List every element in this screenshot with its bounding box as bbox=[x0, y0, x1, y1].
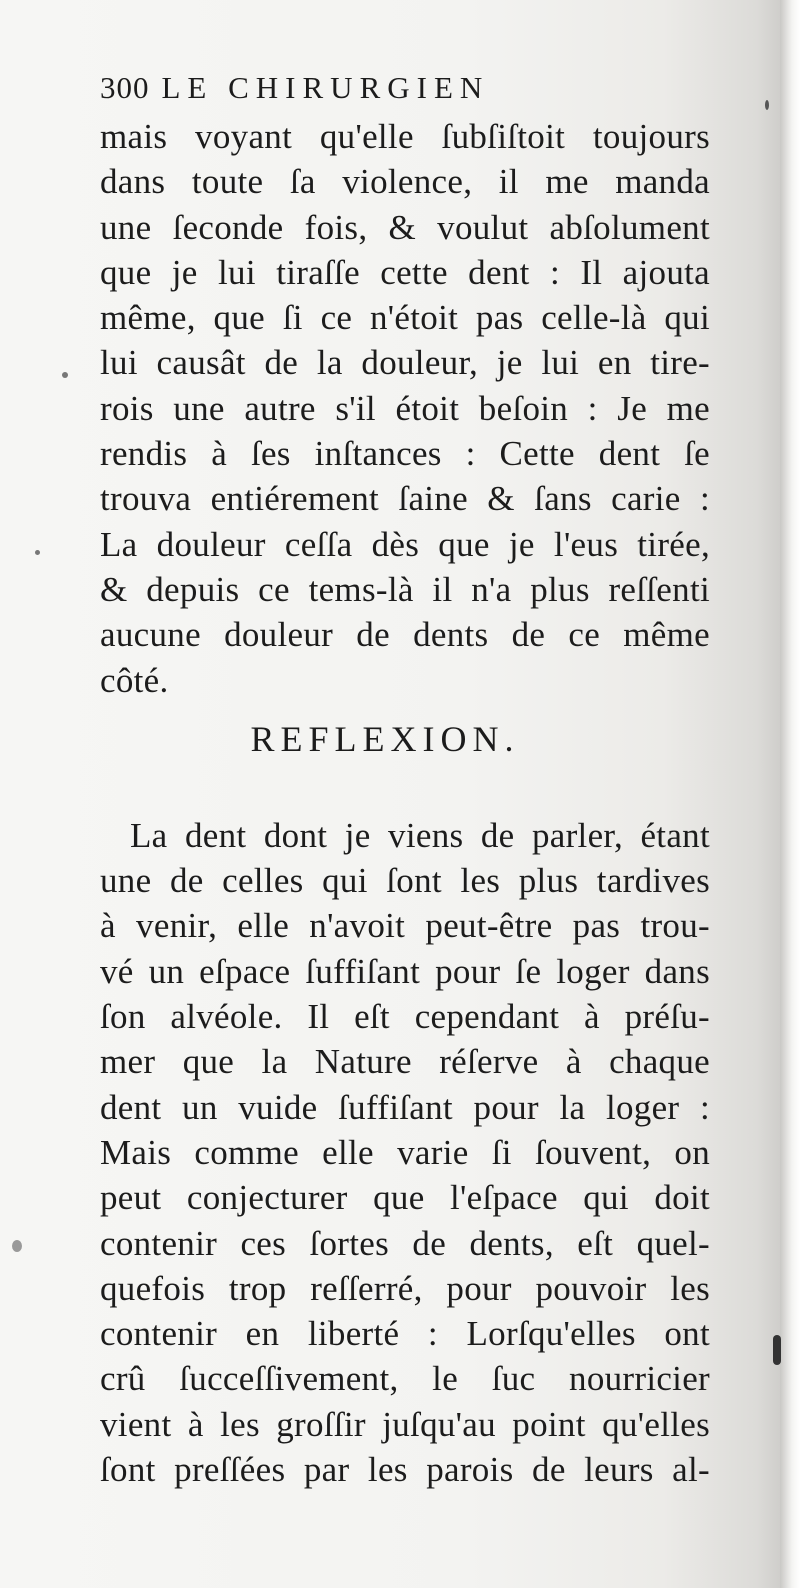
text-line: quefois trop reſſerré, pour pouvoir les bbox=[100, 1268, 710, 1308]
text-line: La douleur ceſſa dès que je l'eus tirée, bbox=[100, 524, 710, 564]
running-title: LE CHIRURGIEN bbox=[161, 70, 490, 105]
text-line: vient à les groſſir juſqu'au point qu'elles bbox=[100, 1404, 710, 1444]
section-heading: REFLEXION. bbox=[250, 718, 520, 759]
paragraph-continued bbox=[100, 114, 710, 703]
text-line: que je lui tiraſſe cette dent : Il ajouta bbox=[100, 252, 710, 292]
text-line: même, que ſi ce n'étoit pas celle-là qui bbox=[100, 298, 710, 338]
page-edge-shadow bbox=[780, 0, 800, 1588]
heading-spacer bbox=[100, 775, 710, 813]
running-head bbox=[100, 62, 710, 114]
paragraph-reflexion bbox=[100, 813, 710, 1492]
text-line: ſont preſſées par les parois de leurs al- bbox=[100, 1450, 710, 1490]
text-line: contenir en liberté : Lorſqu'elles ont bbox=[100, 1314, 710, 1354]
text-line: & depuis ce tems-là il n'a plus reſſenti bbox=[100, 569, 710, 609]
text-line: vé un eſpace ſuffiſant pour ſe loger dans bbox=[100, 951, 710, 991]
text-line: dans toute ſa violence, il me manda bbox=[100, 162, 710, 202]
ink-speck bbox=[773, 1335, 781, 1365]
text-line: aucune douleur de dents de ce même bbox=[100, 615, 710, 655]
text-line: rendis à ſes inſtances : Cette dent ſe bbox=[100, 434, 710, 474]
text-line: rois une autre s'il étoit beſoin : Je me bbox=[100, 388, 710, 428]
ink-speck bbox=[35, 550, 40, 555]
text-line: à venir, elle n'avoit peut-être pas trou- bbox=[100, 906, 710, 946]
text-line: dent un vuide ſuffiſant pour la loger : bbox=[100, 1087, 710, 1127]
ink-speck bbox=[12, 1240, 22, 1252]
text-line: côté. bbox=[100, 660, 169, 700]
text-line: mer que la Nature réſerve à chaque bbox=[100, 1042, 710, 1082]
text-line: mais voyant qu'elle ſubſiſtoit toujours bbox=[100, 117, 710, 156]
page-text bbox=[100, 62, 710, 1492]
text-line: La dent dont je viens de parler, étant bbox=[130, 815, 710, 855]
page-number: 300 bbox=[100, 70, 150, 105]
text-line: lui causât de la douleur, je lui en tire- bbox=[100, 343, 710, 383]
text-line: ſon alvéole. Il eſt cependant à préſu- bbox=[100, 997, 710, 1037]
text-line: peut conjecturer que l'eſpace qui doit bbox=[100, 1178, 710, 1218]
text-line: Mais comme elle varie ſi ſouvent, on bbox=[100, 1132, 710, 1172]
text-line: contenir ces ſortes de dents, eſt quel- bbox=[100, 1223, 710, 1263]
text-line: trouva entiérement ſaine & ſans carie : bbox=[100, 479, 710, 519]
ink-speck bbox=[765, 100, 769, 110]
text-line: une de celles qui ſont les plus tardives bbox=[100, 861, 710, 901]
text-line: une ſeconde fois, & voulut abſolument bbox=[100, 207, 710, 247]
text-line: crû ſucceſſivement, le ſuc nourricier bbox=[100, 1359, 710, 1399]
ink-speck bbox=[62, 372, 68, 378]
